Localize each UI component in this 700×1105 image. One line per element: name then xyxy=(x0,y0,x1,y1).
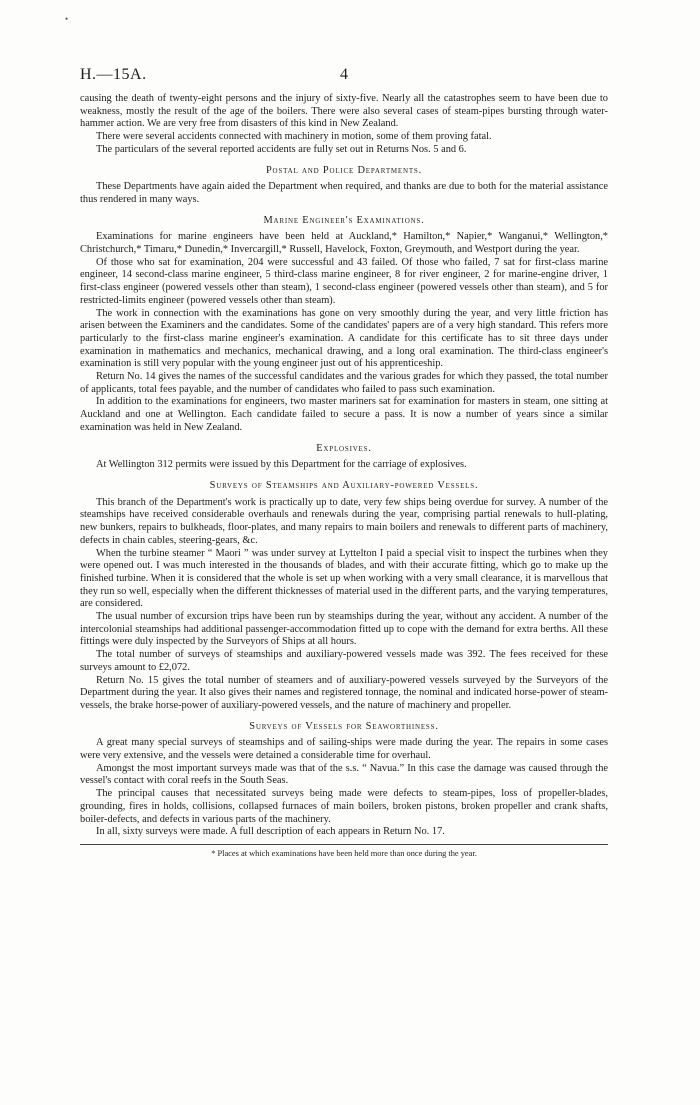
paragraph: A great many special surveys of steamships and of sailing-ships were made during the year. The repairs in some cases were very extensive, and the vessels were detained a considerable time for overhaul. xyxy=(80,737,608,762)
paragraph: These Departments have again aided the Department when required, and thanks are due to both for the material assistance thus rendered in many ways. xyxy=(80,181,608,205)
section-heading: Explosives. xyxy=(316,442,372,454)
paragraph: The usual number of excursion trips have been run by steamships during the year, without any accident. A number of the intercolonial steamships had additional passenger-accommodation fitted up to cope with the demand for extra berths. All these fittings were duly inspected by the Surveyors of Ships at all hours. xyxy=(80,611,608,648)
section-heading: Surveys of Steamships and Auxiliary-powered Vessels. xyxy=(209,479,479,491)
section-heading: Surveys of Vessels for Seaworthiness. xyxy=(249,720,439,732)
paragraph: Of those who sat for examination, 204 were successful and 43 failed. Of those who failed, 7 sat for first-class marine engineer, 14 second-class marine engineer, 5 third-class marine engineer, 8 for river engineer, 2 for marine-engine driver, 1 first-class engineer (powered vessels other than steam), 1 second-class engineer (powered vessels other than steam), and 5 for restricted-limits engineer (powered vessels other than steam). xyxy=(80,256,608,306)
paragraph: At Wellington 312 permits were issued by this Department for the carriage of explosives. xyxy=(96,459,467,471)
paragraph: The particulars of the several reported accidents are fully set out in Returns Nos. 5 and 6. xyxy=(96,143,467,155)
report-body xyxy=(80,93,608,859)
paragraph: This branch of the Department's work is practically up to date, very few ships being overdue for survey. A number of the steamships have received considerable overhauls and renewals during the year, comprising partial renewals to hull-plating, new bunkers, repairs to bulkheads, floor-plates, and many repairs to main boilers and renewals to different parts of machinery, defects in chain cables, steering-gears, &c. xyxy=(80,496,608,546)
paragraph: Examinations for marine engineers have been held at Auckland,* Hamilton,* Napier,* Wanganui,* Wellington,* Christchurch,* Timaru,* Dunedin,* Invercargill,* Russell, Havelock, Foxton, Greymouth, and Westport during the year. xyxy=(80,231,608,256)
paragraph: The total number of surveys of steamships and auxiliary-powered vessels made was 392. The fees received for these surveys amount to £2,072. xyxy=(80,649,608,673)
paragraph: Return No. 14 gives the names of the successful candidates and the various grades for which they passed, the total number of applicants, total fees payable, and the number of candidates who failed to pass such examination. xyxy=(80,371,608,395)
paragraph: Amongst the most important surveys made was that of the s.s. “ Navua.” In this case the damage was caused through the vessel's contact with coral reefs in the South Seas. xyxy=(80,762,608,787)
section-heading: Postal and Police Departments. xyxy=(265,164,423,176)
document-reference: H.—15A. xyxy=(80,66,147,83)
paragraph: In all, sixty surveys were made. A full description of each appears in Return No. 17. xyxy=(96,826,445,838)
paragraph: Return No. 15 gives the total number of steamers and of auxiliary-powered vessels surveyed by the Surveyors of the Department during the year. It also gives their names and registered tonnage, the nominal and indicated horse-power of steam-vessels, the brake horse-power of auxiliary-powered vessels, and the nature of machinery and propeller. xyxy=(80,674,608,711)
section-heading: Marine Engineer's Examinations. xyxy=(263,214,425,226)
paragraph: The work in connection with the examinations has gone on very smoothly during the year, and very little friction has arisen between the Examiners and the candidates. Some of the candidates' papers are of a very high standard. This refers more particularly to the first-class marine engineer's examination. A candidate for this certificate has to sit three days under examination in mathematics and mechanics, mechanical drawing, and a long oral examination. The third-class engineer's examination is still very popular with the young engineer just out of his apprenticeship. xyxy=(80,307,608,370)
paragraph: In addition to the examinations for engineers, two master mariners sat for examination for masters in steam, one sitting at Auckland and one at Wellington. Each candidate failed to secure a pass. It is now a number of years since a similar examination was held in New Zealand. xyxy=(80,396,608,433)
text-blocks xyxy=(80,93,608,839)
paragraph: The principal causes that necessitated surveys being made were defects to steam-pipes, loss of propeller-blades, grounding, fires in holds, collisions, collapsed furnaces of main boilers, broken pistons, broken propeller and crank shafts, boiler-defects, and defects in various parts of the machinery. xyxy=(80,788,608,825)
scan-speck: • xyxy=(65,14,69,24)
footnote-rule xyxy=(80,844,608,845)
page-number: 4 xyxy=(340,66,348,83)
paragraph: When the turbine steamer “ Maori ” was under survey at Lyttelton I paid a special visit to inspect the turbines when they were opened out. I was much interested in the thousands of blades, and with their accurate fitting, which go to make up the finished turbine. When it is considered that the whole is set up when working with a very small clearance, it is marvellous that they run so well, especially when the different thicknesses of material used in the different parts, and the varying temperatures, are considered. xyxy=(80,547,608,610)
paragraph: causing the death of twenty-eight persons and the injury of sixty-five. Nearly all the catastrophes seem to have been due to weakness, mostly the result of the age of the boilers. There were also several cases of steam-pipes bursting through water-hammer action. We are very free from disasters of this kind in New Zealand. xyxy=(80,93,608,130)
footnote: * Places at which examinations have been held more than once during the year. xyxy=(211,848,477,858)
paragraph: There were several accidents connected with machinery in motion, some of them proving fatal. xyxy=(96,131,492,143)
